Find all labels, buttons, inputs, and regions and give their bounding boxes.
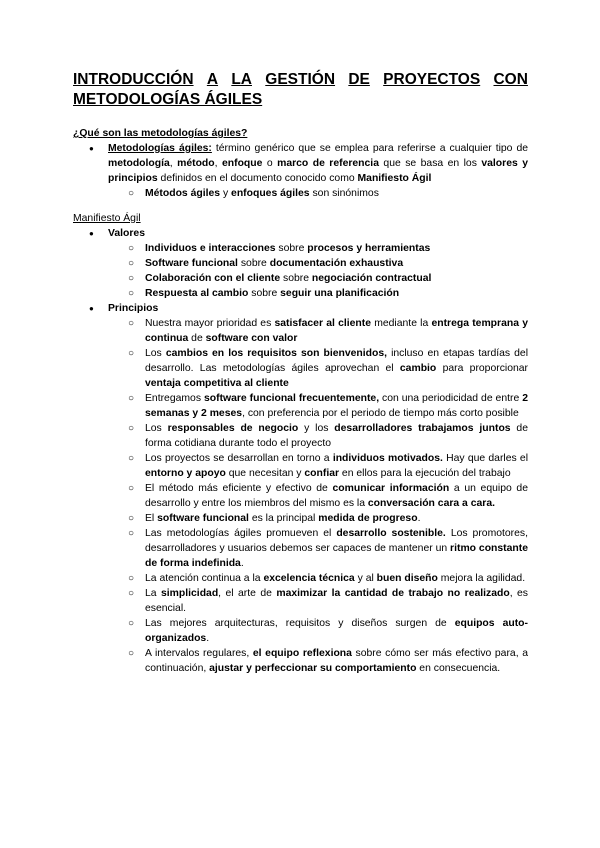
valores-list	[73, 241, 528, 301]
section-heading-que-son: ¿Qué son las metodologías ágiles?	[73, 128, 248, 139]
definition-list	[73, 141, 528, 201]
document-body	[73, 126, 528, 676]
list-item-principio: ○ Los cambios en los requisitos son bienvenidos, incluso en etapas tardías del desarrollo. Las metodologías ágiles aprovechan el cambio para proporcionar ventaja competitiva al cliente	[73, 346, 528, 391]
list-item-definicion: ● Metodologías ágiles: término genérico que se emplea para referirse a cualquier tipo de metodología, método, enfoque o marco de referencia que se basa en los valores y principios definidos en el documento conocido como Manifiesto Ágil ○ Métodos ágiles y enfoques ágiles son sinónimos	[73, 141, 528, 201]
manifiesto-list	[73, 226, 528, 676]
list-item-valor: ○ Respuesta al cambio sobre seguir una planificación	[73, 286, 528, 301]
title-line-1: INTRODUCCIÓN A LA GESTIÓN DE PROYECTOS CON	[73, 71, 528, 88]
list-item-principio: ○ Nuestra mayor prioridad es satisfacer al cliente mediante la entrega temprana y continua de software con valor	[73, 316, 528, 346]
list-item-principio: ○ La simplicidad, el arte de maximizar la cantidad de trabajo no realizado, es esencial.	[73, 586, 528, 616]
document-title	[73, 70, 528, 110]
list-item-valor: ○ Colaboración con el cliente sobre negociación contractual	[73, 271, 528, 286]
list-item-principio: ○ Los proyectos se desarrollan en torno a individuos motivados. Hay que darles el entorno y apoyo que necesitan y confiar en ellos para la ejecución del trabajo	[73, 451, 528, 481]
definition-sublist	[73, 186, 528, 201]
list-item-principio: ○ La atención continua a la excelencia técnica y al buen diseño mejora la agilidad.	[73, 571, 528, 586]
list-item-principios: ● Principios ○ Nuestra mayor prioridad es satisfacer al cliente mediante la entrega temprana y continua de software con valor ○ Los cambios en los requisitos son bienvenidos, incluso en etapas tardías del desarrollo. Las metodologías ágiles aprovechan el cambio para proporcionar ventaja competitiva al cliente ○ Entregamos software funcional frecuentemente, con una periodicidad de entre 2 semanas y 2 meses, con preferencia por el periodo de tiempo más corto posible ○ Los responsables de negocio y los desarrolladores trabajamos juntos de forma cotidiana durante todo el proyecto ○ Los proyectos se desarrollan en torno a individuos motivados. Hay que darles el entorno y apoyo que necesitan y confiar en ellos para la ejecución del trabajo ○ El método más eficiente y efectivo de comunicar información a un equipo de desarrollo y entre los miembros del mismo es la conversación cara a cara. ○ El software funcional es la principal medida de progreso. ○ Las metodologías ágiles promueven el desarrollo sostenible. Los promotores, desarrolladores y usuarios debemos ser capaces de mantener un ritmo constante de forma indefinida. ○ La atención continua a la excelencia técnica y al buen diseño mejora la agilidad. ○ La simplicidad, el arte de maximizar la cantidad de trabajo no realizado, es esencial. ○ Las mejores arquitecturas, requisitos y diseños surgen de equipos auto-organizados. ○ A intervalos regulares, el equipo reflexiona sobre cómo ser más efectivo para, a continuación, ajustar y perfeccionar su comportamiento en consecuencia.	[73, 301, 528, 676]
list-item-valores: ● Valores ○ Individuos e interacciones sobre procesos y herramientas ○ Software funcional sobre documentación exhaustiva ○ Colaboración con el cliente sobre negociación contractual ○ Respuesta al cambio sobre seguir una planificación	[73, 226, 528, 301]
list-item-principio: ○ Las metodologías ágiles promueven el desarrollo sostenible. Los promotores, desarrolladores y usuarios debemos ser capaces de mantener un ritmo constante de forma indefinida.	[73, 526, 528, 571]
list-item-principio: ○ Los responsables de negocio y los desarrolladores trabajamos juntos de forma cotidiana durante todo el proyecto	[73, 421, 528, 451]
list-item-principio: ○ A intervalos regulares, el equipo reflexiona sobre cómo ser más efectivo para, a continuación, ajustar y perfeccionar su comportamiento en consecuencia.	[73, 646, 528, 676]
list-item-principio: ○ El software funcional es la principal medida de progreso.	[73, 511, 528, 526]
title-line-2: METODOLOGÍAS ÁGILES	[73, 91, 263, 108]
list-item-valor: ○ Software funcional sobre documentación exhaustiva	[73, 256, 528, 271]
principios-list	[73, 316, 528, 676]
list-item-principio: ○ El método más eficiente y efectivo de comunicar información a un equipo de desarrollo y entre los miembros del mismo es la conversación cara a cara.	[73, 481, 528, 511]
list-item-valor: ○ Individuos e interacciones sobre procesos y herramientas	[73, 241, 528, 256]
section-heading-manifiesto: Manifiesto Ágil	[73, 213, 141, 224]
list-item-sinonimos: ○ Métodos ágiles y enfoques ágiles son sinónimos	[73, 186, 528, 201]
list-item-principio: ○ Entregamos software funcional frecuentemente, con una periodicidad de entre 2 semanas y 2 meses, con preferencia por el periodo de tiempo más corto posible	[73, 391, 528, 421]
list-item-principio: ○ Las mejores arquitecturas, requisitos y diseños surgen de equipos auto-organizados.	[73, 616, 528, 646]
